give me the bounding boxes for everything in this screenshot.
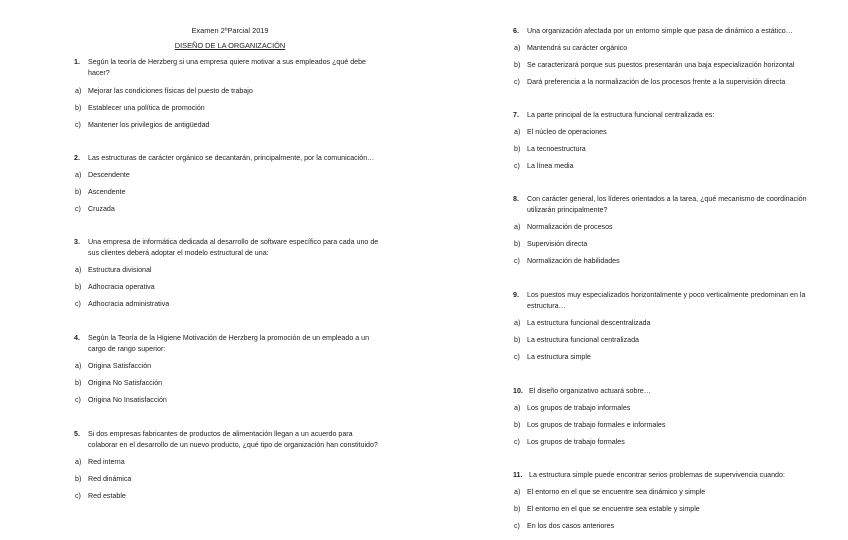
option-b[interactable]: b) Los grupos de trabajo formales e informales <box>514 421 666 430</box>
option-a[interactable]: a) Estructura divisional <box>75 265 152 274</box>
option-a[interactable]: a) La estructura funcional descentralizada <box>514 318 651 327</box>
question-text: Las estructuras de carácter orgánico se decantarán, principalmente, por la comunicación… <box>88 154 375 162</box>
question-1 <box>74 57 384 131</box>
question-number: 7. <box>513 111 519 119</box>
option-c[interactable]: c) Normalización de habilidades <box>514 256 620 265</box>
question-5 <box>74 429 384 501</box>
question-text: Los puestos muy especializados horizontalmente y poco verticalmente predominan en la estructura… <box>527 291 806 310</box>
question-7 <box>513 110 813 172</box>
question-text: El diseño organizativo actuará sobre… <box>529 387 651 395</box>
option-a[interactable]: a) Los grupos de trabajo informales <box>514 404 631 413</box>
option-c[interactable]: c) La estructura simple <box>514 352 591 361</box>
option-c[interactable]: c) Red estable <box>75 491 126 500</box>
option-c[interactable]: c) Cruzada <box>75 205 115 214</box>
option-b[interactable]: b) Establecer una política de promoción <box>75 104 205 113</box>
question-3 <box>74 237 384 309</box>
option-c[interactable]: c) Adhocracia administrativa <box>75 299 170 308</box>
question-text: Una empresa de informática dedicada al desarrollo de software específico para cada uno de sus clientes deberá adoptar el modelo estructural de una: <box>88 238 379 257</box>
option-a[interactable]: a) Mantendrá su carácter orgánico <box>514 44 628 53</box>
question-9 <box>513 290 813 362</box>
option-c[interactable]: c) Mantener los privilegios de antigüedad <box>75 121 210 130</box>
option-b[interactable]: b) Se caracterizará porque sus puestos presentarán una baja especialización horizontal <box>514 61 795 70</box>
option-a[interactable]: a) Descendente <box>75 171 130 180</box>
question-11 <box>513 470 813 532</box>
question-text: La estructura simple puede encontrar serios problemas de supervivencia cuando: <box>529 471 785 479</box>
option-c[interactable]: c) Los grupos de trabajo formales <box>514 438 625 447</box>
option-b[interactable]: b) Ascendente <box>75 188 126 197</box>
option-b[interactable]: b) Origina No Satisfacción <box>75 378 163 387</box>
option-c[interactable]: c) Origina No Insatisfacción <box>75 395 167 404</box>
question-number: 9. <box>513 291 519 299</box>
option-b[interactable]: b) Red dinámica <box>75 474 132 483</box>
question-text: La parte principal de la estructura funcional centralizada es: <box>527 111 715 119</box>
question-number: 8. <box>513 195 519 203</box>
option-b[interactable]: b) La estructura funcional centralizada <box>514 335 639 344</box>
question-number: 10. <box>513 387 523 395</box>
question-number: 6. <box>513 27 519 35</box>
question-10 <box>513 386 813 448</box>
option-b[interactable]: b) El entorno en el que se encuentre sea estable y simple <box>514 505 700 514</box>
question-text: Si dos empresas fabricantes de productos de alimentación llegan a un acuerdo para colaborar en el desarrollo de un nuevo producto, ¿qué tipo de organización han constituido? <box>88 430 378 449</box>
question-6 <box>513 26 813 88</box>
question-text: Según la teoría de Herzberg si una empresa quiere motivar a sus empleados ¿qué debe hacer? <box>88 58 367 77</box>
option-b[interactable]: b) Adhocracia operativa <box>75 282 155 291</box>
question-8 <box>513 194 813 266</box>
option-a[interactable]: a) El núcleo de operaciones <box>514 128 607 137</box>
question-number: 11. <box>513 471 523 479</box>
subject-title: DISEÑO DE LA ORGANIZACIÓN <box>174 41 286 50</box>
option-a[interactable]: a) El entorno en el que se encuentre sea dinámico y simple <box>514 488 706 497</box>
question-text: Una organización afectada por un entorno simple que pasa de dinámico a estático… <box>527 27 793 35</box>
question-text: Con carácter general, los líderes orientados a la tarea, ¿qué mecanismo de coordinación utilizarán principalmente? <box>527 195 807 214</box>
option-c[interactable]: c) Dará preferencia a la normalización de los procesos frente a la supervisión directa <box>514 78 786 87</box>
exam-title: Examen 2ºParcial 2019 <box>191 26 269 35</box>
option-c[interactable]: c) En los dos casos anteriores <box>514 522 615 531</box>
question-number: 1. <box>74 58 80 66</box>
option-a[interactable]: a) Origina Satisfacción <box>75 361 152 370</box>
question-number: 4. <box>74 334 80 342</box>
option-b[interactable]: b) La tecnoestructura <box>514 145 586 154</box>
option-b[interactable]: b) Supervisión directa <box>514 239 588 248</box>
option-c[interactable]: c) La línea media <box>514 162 574 171</box>
question-number: 2. <box>74 154 80 162</box>
option-a[interactable]: a) Red interna <box>75 457 125 466</box>
question-4 <box>74 333 384 405</box>
question-text: Según la Teoría de la Higiene Motivación de Herzberg la promoción de un empleado a un cargo de rango superior: <box>88 334 370 353</box>
question-2 <box>74 153 384 215</box>
question-number: 3. <box>74 238 80 246</box>
question-number: 5. <box>74 430 80 438</box>
option-a[interactable]: a) Mejorar las condiciones físicas del puesto de trabajo <box>75 87 253 96</box>
option-a[interactable]: a) Normalización de procesos <box>514 222 613 231</box>
